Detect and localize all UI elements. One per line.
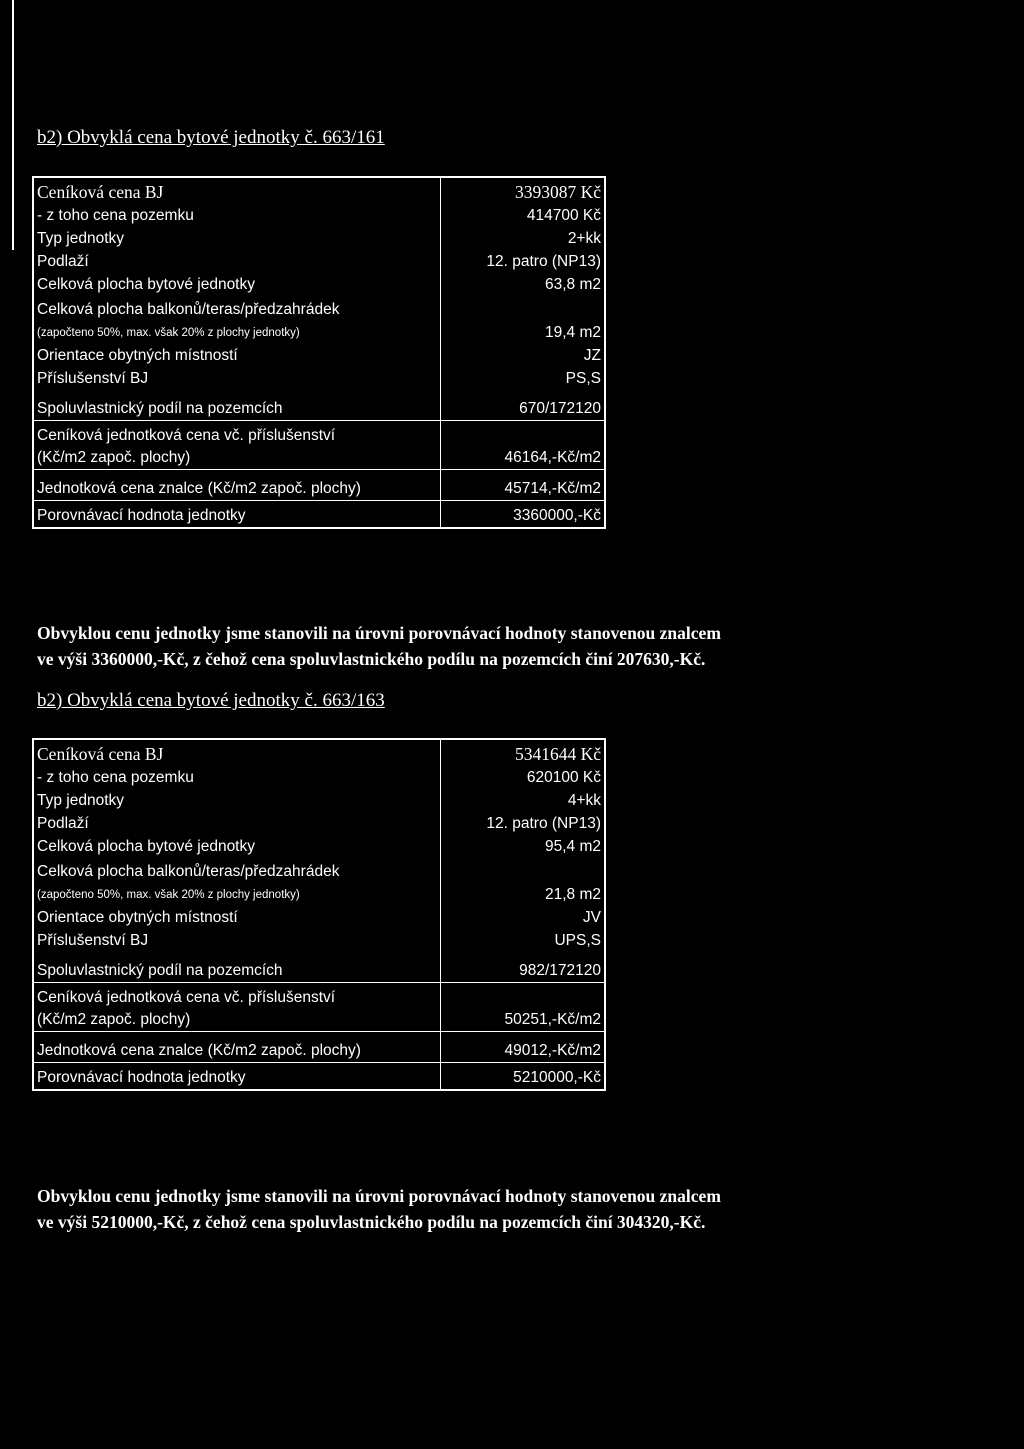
row-value: 12. patro (NP13): [486, 253, 601, 270]
row-label: Podlaží: [33, 250, 441, 273]
row-value: 982/172120: [441, 952, 606, 983]
table-row: [33, 177, 605, 204]
table-row: [33, 1063, 605, 1091]
table-row: [33, 250, 605, 273]
row-value: JV: [582, 909, 601, 926]
valuation-table-663-163: [32, 738, 606, 1091]
row-label: [33, 421, 441, 470]
row-value: 46164,-Kč/m2: [441, 421, 606, 470]
row-label: Celková plocha bytové jednotky: [33, 835, 441, 858]
row-value: 5341644 Kč: [514, 744, 601, 764]
table-row: [33, 1032, 605, 1063]
row-label: Typ jednotky: [33, 789, 441, 812]
valuation-table-663-161: [32, 176, 606, 529]
row-label-text: Ceníková jednotková cena vč. příslušenství: [37, 989, 336, 1006]
table-row: [33, 470, 605, 501]
table-row: [33, 344, 605, 367]
table-row: [33, 367, 605, 390]
section-heading-663-161: b2) Obvyklá cena bytové jednotky č. 663/161: [37, 127, 385, 148]
table-row: [33, 501, 605, 529]
row-value: 4+kk: [567, 792, 601, 809]
row-label: Orientace obytných místností: [33, 344, 441, 367]
summary-line: ve výši 3360000,-Kč, z čehož cena spoluvlastnického podílu na pozemcích činí 207630,-Kč.: [37, 649, 706, 669]
row-label-text: Celková plocha balkonů/teras/předzahrádek: [37, 863, 340, 880]
table-row: [33, 739, 605, 766]
table-row: [33, 835, 605, 858]
row-label: Celková plocha bytové jednotky: [33, 273, 441, 296]
row-label: Porovnávací hodnota jednotky: [33, 501, 441, 529]
row-value: PS,S: [565, 370, 601, 387]
table-row: [33, 983, 605, 1032]
row-value: JZ: [583, 347, 601, 364]
row-label: Spoluvlastnický podíl na pozemcích: [33, 390, 441, 421]
row-label: Jednotková cena znalce (Kč/m2 započ. plochy): [33, 1032, 441, 1063]
row-value: UPS,S: [554, 932, 601, 949]
row-label: Ceníková cena BJ: [33, 177, 441, 204]
summary-line: ve výši 5210000,-Kč, z čehož cena spoluvlastnického podílu na pozemcích činí 304320,-Kč.: [37, 1212, 706, 1232]
table-row: [33, 858, 605, 906]
row-value: 12. patro (NP13): [486, 815, 601, 832]
table-row: [33, 906, 605, 929]
table-row: [33, 952, 605, 983]
row-label: [33, 858, 441, 906]
summary-line: Obvyklou cenu jednotky jsme stanovili na úrovni porovnávací hodnoty stanovenou znalcem: [37, 623, 721, 643]
table-row: [33, 227, 605, 250]
table-row: [33, 789, 605, 812]
table-row: [33, 204, 605, 227]
row-value: 3360000,-Kč: [513, 507, 601, 524]
row-value: 21,8 m2: [544, 886, 601, 903]
row-label: Příslušenství BJ: [33, 367, 441, 390]
row-label-text: Ceníková jednotková cena vč. příslušenství: [37, 427, 336, 444]
row-value: 670/172120: [441, 390, 606, 421]
row-value: 19,4 m2: [544, 324, 601, 341]
table-row: [33, 421, 605, 470]
row-label-text: (Kč/m2 započ. plochy): [37, 1011, 191, 1028]
row-label: [33, 296, 441, 344]
row-label: Ceníková cena BJ: [33, 739, 441, 766]
table-row: [33, 766, 605, 789]
row-label: [33, 983, 441, 1032]
row-value: 414700 Kč: [526, 207, 601, 224]
table-row: [33, 273, 605, 296]
summary-paragraph-663-163: [37, 1183, 937, 1235]
row-note: (započteno 50%, max. však 20% z plochy jednotky): [37, 889, 300, 901]
row-value: 5210000,-Kč: [513, 1069, 601, 1086]
row-label: Spoluvlastnický podíl na pozemcích: [33, 952, 441, 983]
table-row: [33, 929, 605, 952]
row-value: 3393087 Kč: [514, 182, 601, 202]
row-note: (započteno 50%, max. však 20% z plochy jednotky): [37, 327, 300, 339]
row-value: 45714,-Kč/m2: [441, 470, 606, 501]
row-label: Jednotková cena znalce (Kč/m2 započ. plochy): [33, 470, 441, 501]
row-value: 49012,-Kč/m2: [441, 1032, 606, 1063]
row-label: Podlaží: [33, 812, 441, 835]
row-label: Příslušenství BJ: [33, 929, 441, 952]
row-label: Porovnávací hodnota jednotky: [33, 1063, 441, 1091]
row-label: - z toho cena pozemku: [33, 766, 441, 789]
row-value: 63,8 m2: [544, 276, 601, 293]
table-row: [33, 390, 605, 421]
row-label: Orientace obytných místností: [33, 906, 441, 929]
row-label-text: Celková plocha balkonů/teras/předzahrádek: [37, 301, 340, 318]
row-label: - z toho cena pozemku: [33, 204, 441, 227]
row-label: Typ jednotky: [33, 227, 441, 250]
table-row: [33, 812, 605, 835]
summary-paragraph-663-161: [37, 620, 937, 672]
row-value: 2+kk: [567, 230, 601, 247]
row-value: 620100 Kč: [526, 769, 601, 786]
summary-line: Obvyklou cenu jednotky jsme stanovili na úrovni porovnávací hodnoty stanovenou znalcem: [37, 1186, 721, 1206]
row-value: 95,4 m2: [544, 838, 601, 855]
section-heading-663-163: b2) Obvyklá cena bytové jednotky č. 663/163: [37, 690, 385, 711]
table-row: [33, 296, 605, 344]
row-label-text: (Kč/m2 započ. plochy): [37, 449, 191, 466]
margin-line: [12, 0, 14, 250]
row-value: 50251,-Kč/m2: [441, 983, 606, 1032]
